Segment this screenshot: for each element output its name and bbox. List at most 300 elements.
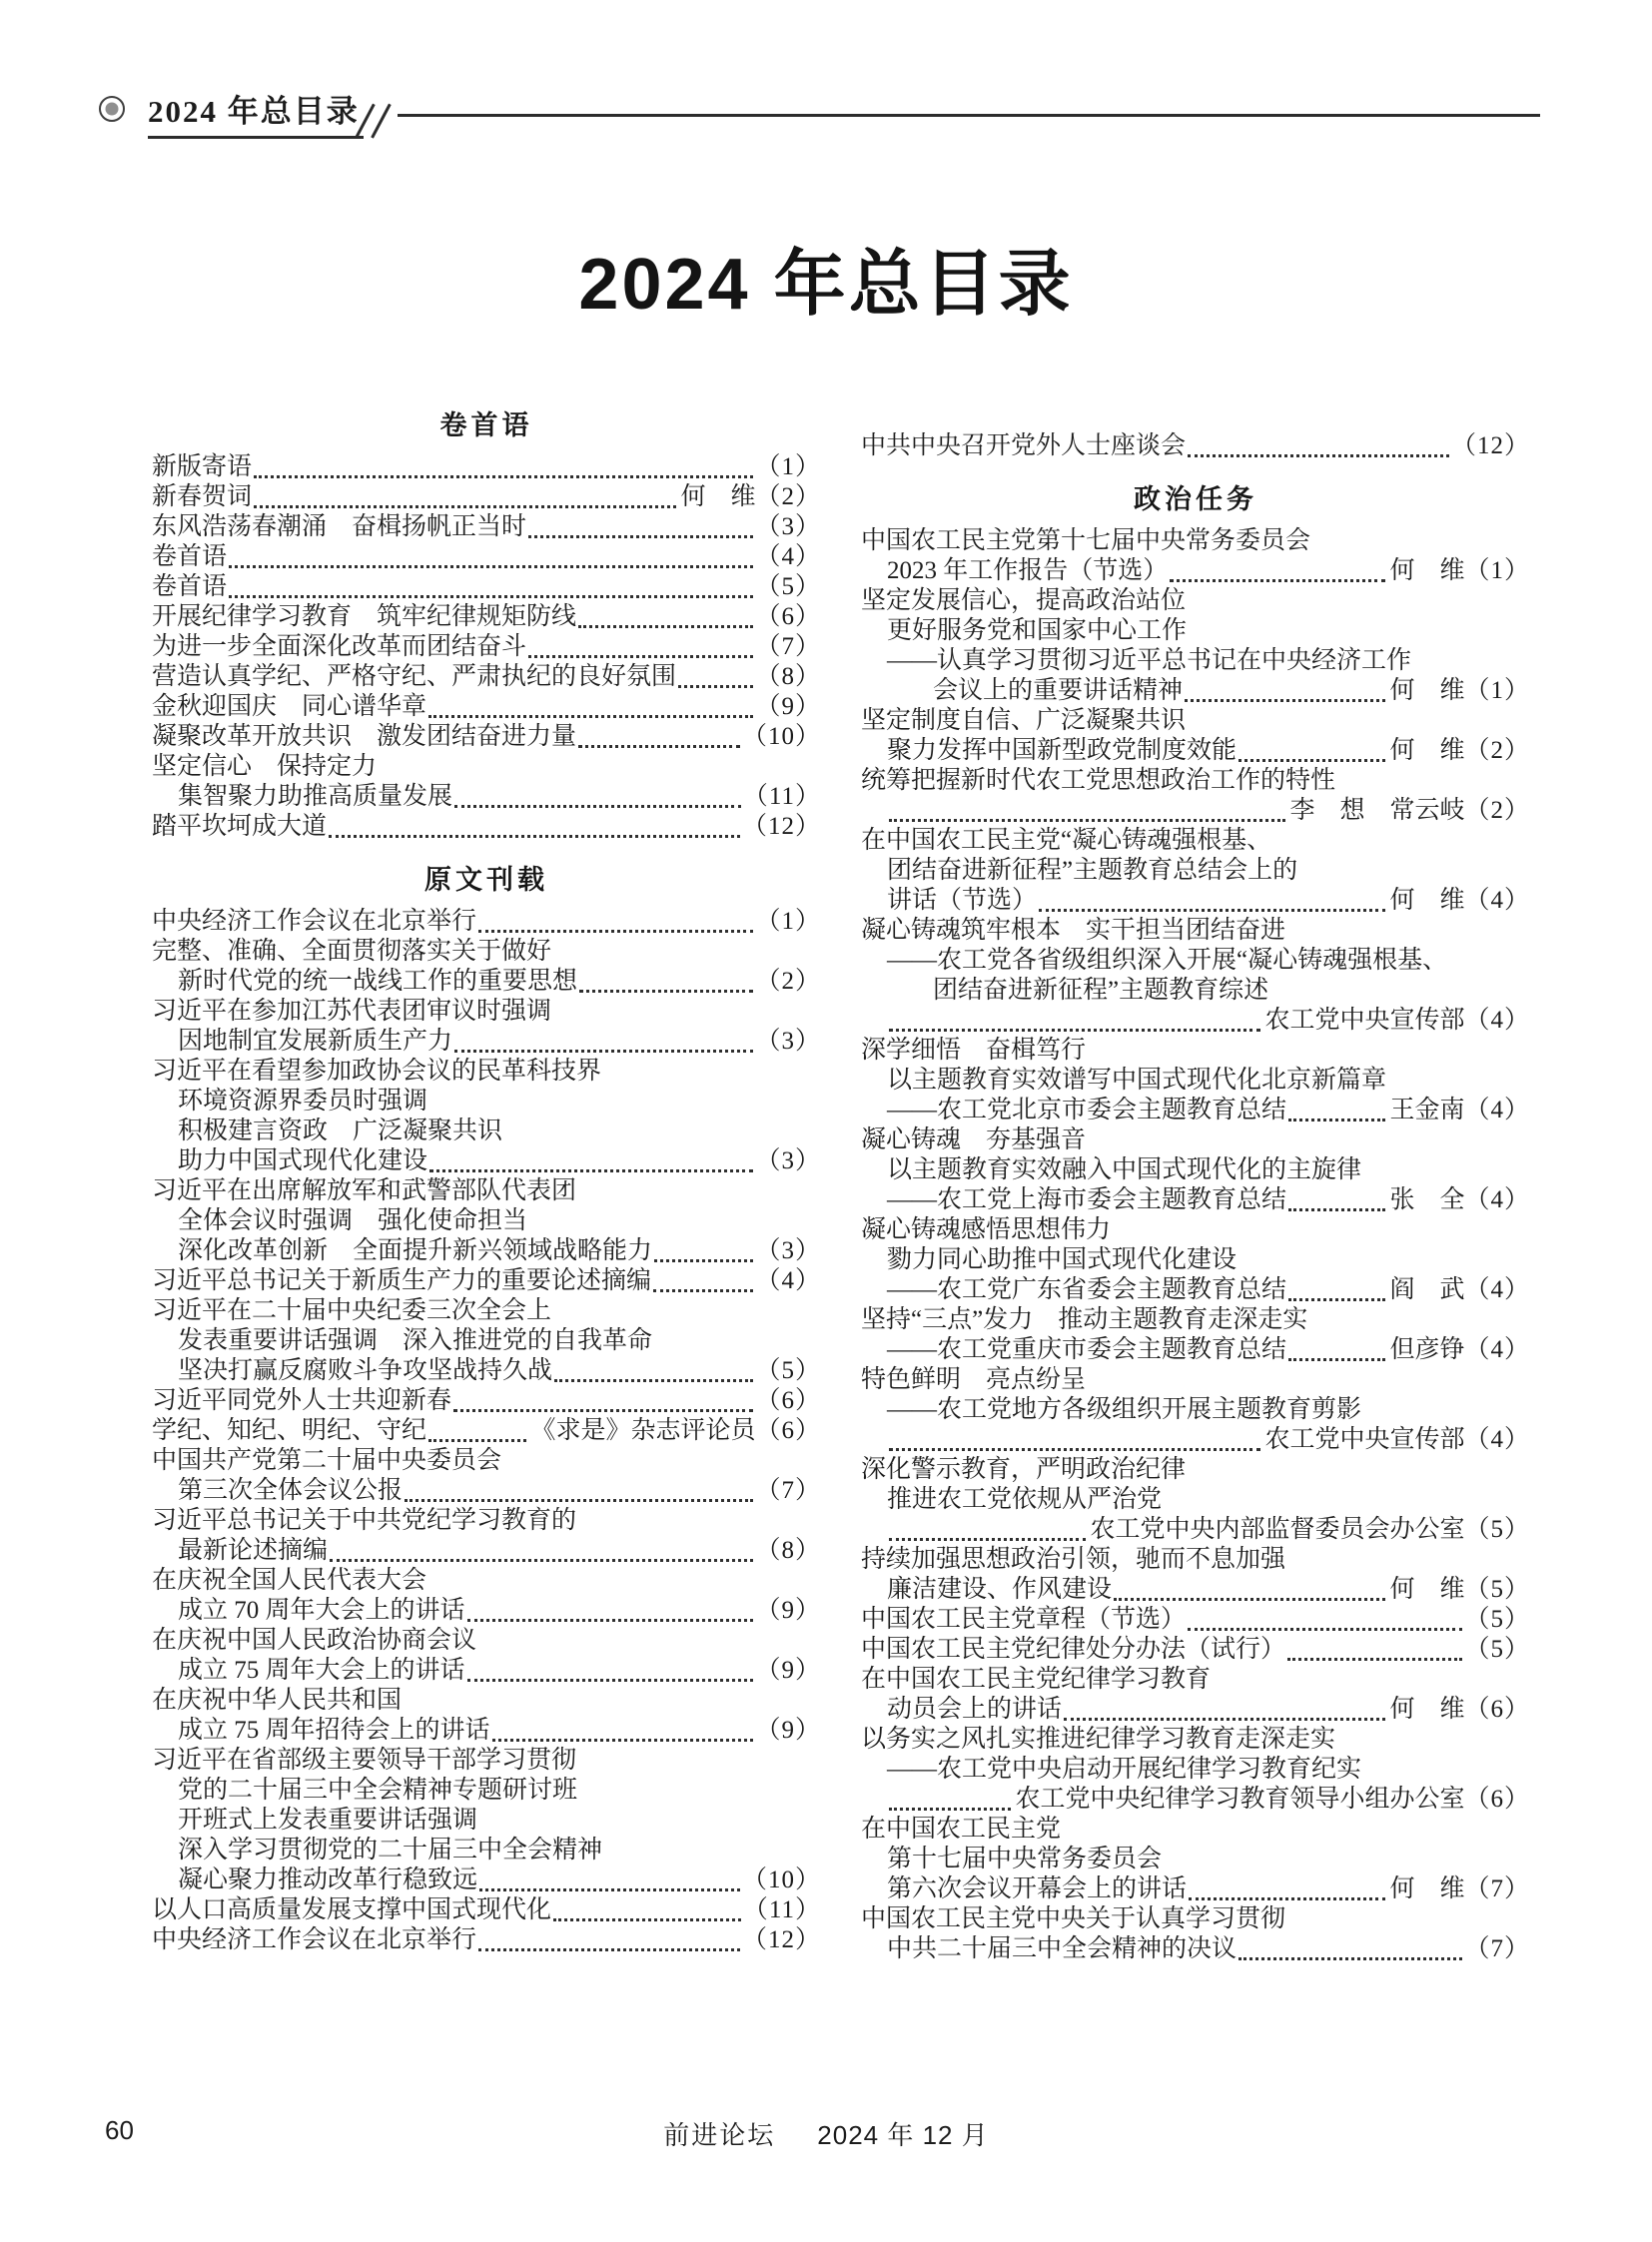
toc-entry-title: 开展纪律学习教育 筑牢纪律规矩防线 xyxy=(152,603,577,630)
toc-entry-page: （9） xyxy=(755,1597,821,1624)
toc-entry xyxy=(152,722,821,752)
toc-entry-title: 成立 75 周年大会上的讲话 xyxy=(178,1657,465,1684)
toc-entry xyxy=(861,706,1530,736)
toc-entry-page: （4） xyxy=(1464,1186,1530,1213)
toc-entry xyxy=(861,676,1530,706)
toc-entry xyxy=(861,556,1530,586)
toc-entry-title: 坚定发展信心，提高政治站位 xyxy=(861,587,1187,614)
toc-entry xyxy=(152,997,821,1027)
toc-entry xyxy=(861,1545,1530,1575)
toc-section xyxy=(152,858,821,1955)
toc-entry-page: （4） xyxy=(1464,887,1530,914)
toc-entry-page: （2） xyxy=(755,968,821,995)
leader-dots-icon xyxy=(1188,444,1449,457)
toc-entry xyxy=(861,886,1530,916)
toc-entry-title: 开班式上发表重要讲话强调 xyxy=(178,1807,478,1834)
toc-entry-title: 第十七届中央常务委员会 xyxy=(887,1846,1163,1872)
toc-entry xyxy=(152,1895,821,1925)
toc-section xyxy=(861,477,1530,1964)
toc-entry-title: 卷首语 xyxy=(152,543,228,570)
toc-entry-title: 深化警示教育，严明政治纪律 xyxy=(861,1456,1187,1483)
leader-dots-icon xyxy=(889,1019,1260,1032)
toc-entry-title: ——农工党北京市委会主题教育总结 xyxy=(887,1097,1287,1123)
toc-entry-author: 何 维 xyxy=(680,483,756,510)
toc-entry xyxy=(152,1806,821,1836)
toc-entry-title: 中国共产党第二十届中央委员会 xyxy=(152,1447,502,1474)
section-items xyxy=(152,452,821,842)
toc-entry xyxy=(152,1506,821,1536)
toc-entry-title: 发表重要讲话强调 深入推进党的自我革命 xyxy=(178,1327,653,1354)
leader-dots-icon xyxy=(1189,1887,1385,1900)
toc-entry xyxy=(861,1155,1530,1185)
folio-page-number: 60 xyxy=(105,2115,134,2145)
toc-entry-page: （11） xyxy=(742,783,821,810)
toc-entry xyxy=(861,1575,1530,1605)
toc-entry xyxy=(152,1776,821,1806)
toc-entry xyxy=(861,1185,1530,1215)
toc-entry xyxy=(861,1934,1530,1964)
toc-entry xyxy=(861,1845,1530,1874)
toc-entry-title: 在中国农工民主党 xyxy=(861,1816,1062,1843)
toc-entry-title: 习近平在看望参加政协会议的民革科技界 xyxy=(152,1058,602,1085)
leader-dots-icon xyxy=(1239,1947,1462,1960)
toc-entry xyxy=(861,1605,1530,1635)
toc-entry xyxy=(152,812,821,842)
toc-entry-title: ——农工党重庆市委会主题教育总结 xyxy=(887,1336,1287,1363)
toc-entry-title: 推进农工党依规从严治党 xyxy=(887,1486,1163,1513)
leader-dots-icon xyxy=(1288,1348,1385,1361)
toc-entry-page: （1） xyxy=(1464,557,1530,584)
toc-entry xyxy=(861,1125,1530,1155)
toc-entry-page: （5） xyxy=(1464,1606,1530,1633)
toc-entry-page: （12） xyxy=(741,1926,821,1953)
toc-entry-title: 营造认真学纪、严格守纪、严肃执纪的良好氛围 xyxy=(152,663,677,690)
toc-entry xyxy=(861,526,1530,556)
leader-dots-icon xyxy=(1288,1288,1385,1301)
toc-entry-author: 何 维 xyxy=(1389,1875,1465,1902)
section-items xyxy=(861,526,1530,1964)
leader-dots-icon xyxy=(405,1489,753,1502)
toc-entry-title: 习近平在省部级主要领导干部学习贯彻 xyxy=(152,1747,577,1774)
toc-entry xyxy=(152,602,821,632)
toc-entry xyxy=(152,1656,821,1686)
toc-entry-page: （5） xyxy=(1464,1516,1530,1543)
toc-entry xyxy=(861,1874,1530,1904)
toc-entry-page: （7） xyxy=(1464,1935,1530,1962)
toc-entry xyxy=(861,1036,1530,1066)
leader-dots-icon xyxy=(528,525,753,538)
toc-entry-author: 但彦铮 xyxy=(1389,1336,1465,1363)
leader-dots-icon xyxy=(254,495,676,508)
header-rule-long xyxy=(398,114,1540,117)
leader-dots-icon xyxy=(478,1938,740,1951)
leader-dots-icon xyxy=(1114,1588,1385,1601)
toc-entry xyxy=(152,1626,821,1656)
toc-entry-page: （1） xyxy=(755,908,821,935)
toc-entry-page: （11） xyxy=(742,1896,821,1923)
toc-entry-title: 凝心铸魂感悟思想伟力 xyxy=(861,1216,1112,1243)
toc-entry xyxy=(152,1146,821,1176)
toc-entry xyxy=(861,1755,1530,1785)
leader-dots-icon xyxy=(478,920,753,933)
toc-entry-page: （6） xyxy=(755,1417,821,1444)
toc-entry-title: 卷首语 xyxy=(152,573,228,600)
leader-dots-icon xyxy=(1239,749,1385,762)
toc-entry xyxy=(861,856,1530,886)
toc-entry-page: （6） xyxy=(755,603,821,630)
toc-entry-title: ——认真学习贯彻习近平总书记在中央经济工作 xyxy=(887,647,1412,674)
leader-dots-icon xyxy=(653,1279,753,1292)
toc-entry xyxy=(152,1716,821,1746)
toc-entry-title: 坚持“三点”发力 推动主题教育走深走实 xyxy=(861,1306,1308,1333)
toc-entry-title: 勠力同心助推中国式现代化建设 xyxy=(887,1246,1238,1273)
toc-entry xyxy=(861,1335,1530,1365)
toc-entry xyxy=(152,632,821,662)
section-items xyxy=(861,431,1530,461)
leader-dots-icon xyxy=(454,795,741,808)
leader-dots-icon xyxy=(1039,899,1385,912)
section-header: 政治任务 xyxy=(1134,484,1257,514)
leader-dots-icon xyxy=(554,1369,753,1382)
toc-entry-title: 全体会议时强调 强化使命担当 xyxy=(178,1207,528,1234)
toc-entry-title: 中国农工民主党中央关于认真学习贯彻 xyxy=(861,1905,1286,1932)
toc-entry-title: 坚定信心 保持定力 xyxy=(152,753,378,780)
toc-entry-title: 以主题教育实效融入中国式现代化的主旋律 xyxy=(887,1156,1362,1183)
toc-entry xyxy=(861,1006,1530,1036)
toc-entry-page: （4） xyxy=(1464,1007,1530,1034)
toc-entry xyxy=(861,1425,1530,1455)
toc-entry-title: 会议上的重要讲话精神 xyxy=(933,677,1184,704)
toc-entry xyxy=(152,1476,821,1506)
toc-entry xyxy=(861,431,1530,461)
toc-entry-title: 完整、准确、全面贯彻落实关于做好 xyxy=(152,938,552,965)
leader-dots-icon xyxy=(579,980,753,993)
toc-entry-page: （7） xyxy=(1464,1875,1530,1902)
toc-entry xyxy=(861,976,1530,1006)
toc-entry xyxy=(152,1416,821,1446)
toc-entry xyxy=(152,572,821,602)
toc-entry-title: 中国农工民主党章程（节选） xyxy=(861,1606,1187,1633)
toc-entry-page: （7） xyxy=(755,1477,821,1504)
toc-entry xyxy=(152,1057,821,1087)
toc-entry-title: 在庆祝中国人民政治协商会议 xyxy=(152,1627,477,1654)
toc-entry-page: （9） xyxy=(755,1657,821,1684)
toc-entry-title: 在中国农工民主党“凝心铸魂强根基、 xyxy=(861,827,1272,854)
toc-entry xyxy=(152,1386,821,1416)
leader-dots-icon xyxy=(1288,1109,1385,1121)
toc-entry-author: 农工党中央宣传部 xyxy=(1264,1426,1465,1453)
toc-entry xyxy=(152,1266,821,1296)
toc-entry-title: 深入学习贯彻党的二十届三中全会精神 xyxy=(178,1837,603,1864)
toc-entry-title: 中共中央召开党外人士座谈会 xyxy=(861,432,1187,459)
leader-dots-icon xyxy=(678,675,753,688)
toc-entry xyxy=(861,1725,1530,1755)
toc-entry-title: 在中国农工民主党纪律学习教育 xyxy=(861,1666,1212,1693)
toc-entry xyxy=(861,1665,1530,1695)
toc-entry xyxy=(861,586,1530,616)
toc-entry-title: 统筹把握新时代农工党思想政治工作的特性 xyxy=(861,767,1336,794)
toc-entry-page: （10） xyxy=(741,1867,821,1893)
toc-entry-title: 习近平总书记关于新质生产力的重要论述摘编 xyxy=(152,1267,652,1294)
toc-entry xyxy=(861,1695,1530,1725)
toc-entry-title: 习近平总书记关于中共党纪学习教育的 xyxy=(152,1507,577,1534)
toc-entry xyxy=(861,826,1530,856)
toc-entry-page: （2） xyxy=(1464,797,1530,824)
toc-entry-title: 讲话（节选） xyxy=(887,887,1038,914)
leader-dots-icon xyxy=(429,1159,753,1172)
toc-entry xyxy=(861,1485,1530,1515)
toc-entry-page: （2） xyxy=(755,483,821,510)
toc-column-left xyxy=(152,401,821,1955)
toc-entry-page: （5） xyxy=(755,1357,821,1384)
toc-entry-page: （7） xyxy=(755,633,821,660)
toc-entry xyxy=(861,1785,1530,1815)
toc-entry-page: （5） xyxy=(1464,1636,1530,1663)
toc-entry xyxy=(152,1296,821,1326)
toc-entry xyxy=(152,1087,821,1117)
toc-entry-author: 何 维 xyxy=(1389,1696,1465,1723)
toc-entry xyxy=(152,782,821,812)
toc-entry-title: 凝心聚力推动改革行稳致远 xyxy=(178,1867,478,1893)
toc-entry-title: 中央经济工作会议在北京举行 xyxy=(152,1926,477,1953)
toc-columns xyxy=(152,401,1530,1964)
toc-entry xyxy=(861,736,1530,766)
toc-entry-author: 何 维 xyxy=(1389,887,1465,914)
toc-entry-title: 第六次会议开幕会上的讲话 xyxy=(887,1875,1188,1902)
toc-entry-title: 集智聚力助推高质量发展 xyxy=(178,783,453,810)
toc-entry-title: 特色鲜明 亮点纷呈 xyxy=(861,1366,1087,1393)
toc-entry xyxy=(152,542,821,572)
leader-dots-icon xyxy=(229,555,753,568)
toc-entry xyxy=(861,1815,1530,1845)
toc-entry-title: 以人口高质量发展支撑中国式现代化 xyxy=(152,1896,552,1923)
leader-dots-icon xyxy=(329,825,740,838)
toc-entry-page: （12） xyxy=(1450,432,1530,459)
toc-entry-title: 金秋迎国庆 同心谱华章 xyxy=(152,693,427,720)
toc-entry xyxy=(152,937,821,967)
toc-entry xyxy=(152,662,821,692)
toc-entry-author: 何 维 xyxy=(1389,737,1465,764)
section-header: 原文刊载 xyxy=(424,865,548,895)
toc-entry-page: （9） xyxy=(755,693,821,720)
toc-entry xyxy=(152,1566,821,1596)
leader-dots-icon xyxy=(467,1669,754,1682)
toc-entry xyxy=(861,1635,1530,1665)
toc-entry-title: 以主题教育实效谱写中国式现代化北京新篇章 xyxy=(887,1067,1387,1094)
toc-entry xyxy=(861,1066,1530,1096)
toc-entry-title: 习近平同党外人士共迎新春 xyxy=(152,1387,452,1414)
leader-dots-icon xyxy=(1287,1648,1462,1661)
toc-entry-title: 在庆祝中华人民共和国 xyxy=(152,1687,403,1714)
toc-entry-page: （3） xyxy=(755,513,821,540)
toc-entry-page: （12） xyxy=(741,813,821,840)
toc-entry xyxy=(861,1395,1530,1425)
toc-entry xyxy=(152,1596,821,1626)
toc-entry xyxy=(152,1027,821,1057)
toc-entry-title: 新版寄语 xyxy=(152,453,253,480)
leader-dots-icon xyxy=(453,1399,753,1412)
header-rule-short xyxy=(148,136,364,139)
toc-entry-author: 何 维 xyxy=(1389,677,1465,704)
leader-dots-icon xyxy=(1288,1198,1385,1211)
toc-entry-title: 廉洁建设、作风建设 xyxy=(887,1576,1113,1603)
toc-entry-author: 阎 武 xyxy=(1389,1276,1465,1303)
toc-column-right xyxy=(861,401,1530,1964)
leader-dots-icon xyxy=(492,1729,754,1742)
toc-entry-title: ——农工党上海市委会主题教育总结 xyxy=(887,1186,1287,1213)
toc-entry-page: （1） xyxy=(1464,677,1530,704)
toc-entry-author: 《求是》杂志评论员 xyxy=(530,1417,756,1444)
toc-entry-title: 深学细悟 奋楫笃行 xyxy=(861,1037,1087,1064)
section-items xyxy=(152,907,821,1955)
leader-dots-icon xyxy=(428,705,753,718)
toc-entry-title: 因地制宜发展新质生产力 xyxy=(178,1028,453,1055)
leader-dots-icon xyxy=(254,465,753,478)
leader-dots-icon xyxy=(654,1249,753,1262)
toc-section xyxy=(152,403,821,842)
toc-entry-page: （3） xyxy=(755,1237,821,1264)
toc-entry-title: 在庆祝全国人民代表大会 xyxy=(152,1567,427,1594)
toc-entry-author: 张 全 xyxy=(1389,1186,1465,1213)
toc-entry xyxy=(152,1206,821,1236)
toc-entry-title: 最新论述摘编 xyxy=(178,1537,329,1564)
leader-dots-icon xyxy=(889,1438,1260,1451)
masthead xyxy=(0,0,1652,170)
toc-entry xyxy=(861,1515,1530,1545)
leader-dots-icon xyxy=(428,1429,526,1442)
toc-entry-page: （6） xyxy=(1464,1786,1530,1813)
toc-entry xyxy=(152,482,821,512)
toc-entry-title: 东风浩荡春潮涌 奋楫扬帆正当时 xyxy=(152,513,527,540)
toc-entry-title: 聚力发挥中国新型政党制度效能 xyxy=(887,737,1238,764)
toc-entry-page: （4） xyxy=(1464,1276,1530,1303)
toc-entry-page: （6） xyxy=(755,1387,821,1414)
toc-entry-title: 党的二十届三中全会精神专题研讨班 xyxy=(178,1777,578,1804)
toc-entry-page: （8） xyxy=(755,1537,821,1564)
toc-entry xyxy=(152,1836,821,1866)
toc-entry-page: （4） xyxy=(1464,1097,1530,1123)
toc-entry-title: 以务实之风扎实推进纪律学习教育走深走实 xyxy=(861,1726,1336,1753)
toc-entry-title: 第三次全体会议公报 xyxy=(178,1477,404,1504)
toc-entry xyxy=(152,1117,821,1146)
toc-entry xyxy=(861,1305,1530,1335)
toc-entry-title: 中央经济工作会议在北京举行 xyxy=(152,908,477,935)
leader-dots-icon xyxy=(553,1908,741,1921)
leader-dots-icon xyxy=(1188,1618,1462,1631)
toc-entry xyxy=(152,1686,821,1716)
toc-entry-page: （4） xyxy=(1464,1426,1530,1453)
toc-entry-author: 何 维 xyxy=(1389,557,1465,584)
toc-entry-title: 成立 75 周年招待会上的讲话 xyxy=(178,1717,490,1744)
toc-entry xyxy=(861,1365,1530,1395)
leader-dots-icon xyxy=(1170,569,1385,582)
toc-entry xyxy=(152,1326,821,1356)
toc-entry-title: 习近平在二十届中央纪委三次全会上 xyxy=(152,1297,552,1324)
toc-entry xyxy=(861,1245,1530,1275)
toc-entry xyxy=(152,752,821,782)
toc-entry xyxy=(861,1096,1530,1125)
toc-entry-title: 积极建言资政 广泛凝聚共识 xyxy=(178,1118,503,1144)
toc-entry-title: 更好服务党和国家中心工作 xyxy=(887,617,1188,644)
toc-entry-title: 团结奋进新征程”主题教育总结会上的 xyxy=(887,857,1298,884)
toc-entry-title: ——农工党广东省委会主题教育总结 xyxy=(887,1276,1287,1303)
toc-entry xyxy=(152,1866,821,1895)
slash-icon xyxy=(371,104,391,139)
leader-dots-icon xyxy=(578,615,753,628)
toc-entry-title: 坚定制度自信、广泛凝聚共识 xyxy=(861,707,1187,734)
toc-entry-title: 新时代党的统一战线工作的重要思想 xyxy=(178,968,578,995)
toc-entry-title: 团结奋进新征程”主题教育综述 xyxy=(933,977,1269,1004)
toc-entry-title: 凝心铸魂筑牢根本 实干担当团结奋进 xyxy=(861,917,1286,944)
toc-entry-title: ——农工党各省级组织深入开展“凝心铸魂强根基、 xyxy=(887,947,1448,974)
leader-dots-icon xyxy=(528,645,753,658)
footer-center xyxy=(0,2115,1652,2152)
toc-entry-page: （4） xyxy=(1464,1336,1530,1363)
toc-entry xyxy=(152,907,821,937)
toc-section xyxy=(861,401,1530,461)
toc-entry-author: 王金南 xyxy=(1389,1097,1465,1123)
masthead-label: 2024 年总目录 xyxy=(148,94,360,129)
toc-entry xyxy=(861,1455,1530,1485)
toc-entry-title: ——农工党地方各级组织开展主题教育剪影 xyxy=(887,1396,1362,1423)
leader-dots-icon xyxy=(467,1609,754,1622)
page-footer xyxy=(0,2115,1652,2155)
toc-entry xyxy=(861,1215,1530,1245)
toc-entry-page: （1） xyxy=(755,453,821,480)
toc-entry-page: （5） xyxy=(755,573,821,600)
toc-entry xyxy=(861,1904,1530,1934)
leader-dots-icon xyxy=(889,1528,1086,1541)
toc-entry xyxy=(861,796,1530,826)
leader-dots-icon xyxy=(229,585,753,598)
toc-entry xyxy=(861,916,1530,946)
toc-entry-title: 深化改革创新 全面提升新兴领域战略能力 xyxy=(178,1237,653,1264)
page-title: 2024 年总目录 xyxy=(578,245,1074,326)
toc-entry-page: （5） xyxy=(1464,1576,1530,1603)
toc-entry xyxy=(152,1356,821,1386)
toc-entry-page: （2） xyxy=(1464,737,1530,764)
toc-entry-title: 动员会上的讲话 xyxy=(887,1696,1063,1723)
toc-entry xyxy=(152,452,821,482)
toc-entry-title: 中共二十届三中全会精神的决议 xyxy=(887,1935,1238,1962)
toc-entry-title: 新春贺词 xyxy=(152,483,253,510)
toc-entry xyxy=(152,1925,821,1955)
toc-entry-title: 中国农工民主党第十七届中央常务委员会 xyxy=(861,527,1311,554)
toc-entry xyxy=(152,1446,821,1476)
toc-entry-page: （6） xyxy=(1464,1696,1530,1723)
toc-entry xyxy=(861,616,1530,646)
toc-entry-title: 凝聚改革开放共识 激发团结奋进力量 xyxy=(152,723,577,750)
toc-entry-author: 农工党中央纪律学习教育领导小组办公室 xyxy=(1015,1786,1465,1813)
toc-entry-title: 习近平在参加江苏代表团审议时强调 xyxy=(152,998,552,1025)
toc-entry xyxy=(152,1176,821,1206)
toc-entry-page: （4） xyxy=(755,543,821,570)
toc-entry-page: （10） xyxy=(741,723,821,750)
toc-entry xyxy=(152,692,821,722)
toc-entry-title: ——农工党中央启动开展纪律学习教育纪实 xyxy=(887,1756,1362,1783)
toc-entry-title: 踏平坎坷成大道 xyxy=(152,813,328,840)
toc-entry-page: （3） xyxy=(755,1028,821,1055)
toc-entry-title: 凝心铸魂 夯基强音 xyxy=(861,1126,1087,1153)
toc-entry xyxy=(152,1236,821,1266)
leader-dots-icon xyxy=(479,1878,740,1891)
section-header: 卷首语 xyxy=(439,410,533,440)
toc-entry-author: 农工党中央内部监督委员会办公室 xyxy=(1090,1516,1465,1543)
toc-entry xyxy=(152,1536,821,1566)
leader-dots-icon xyxy=(454,1040,753,1053)
issue-date: 2024 年 12 月 xyxy=(817,2120,989,2150)
leader-dots-icon xyxy=(578,735,740,748)
